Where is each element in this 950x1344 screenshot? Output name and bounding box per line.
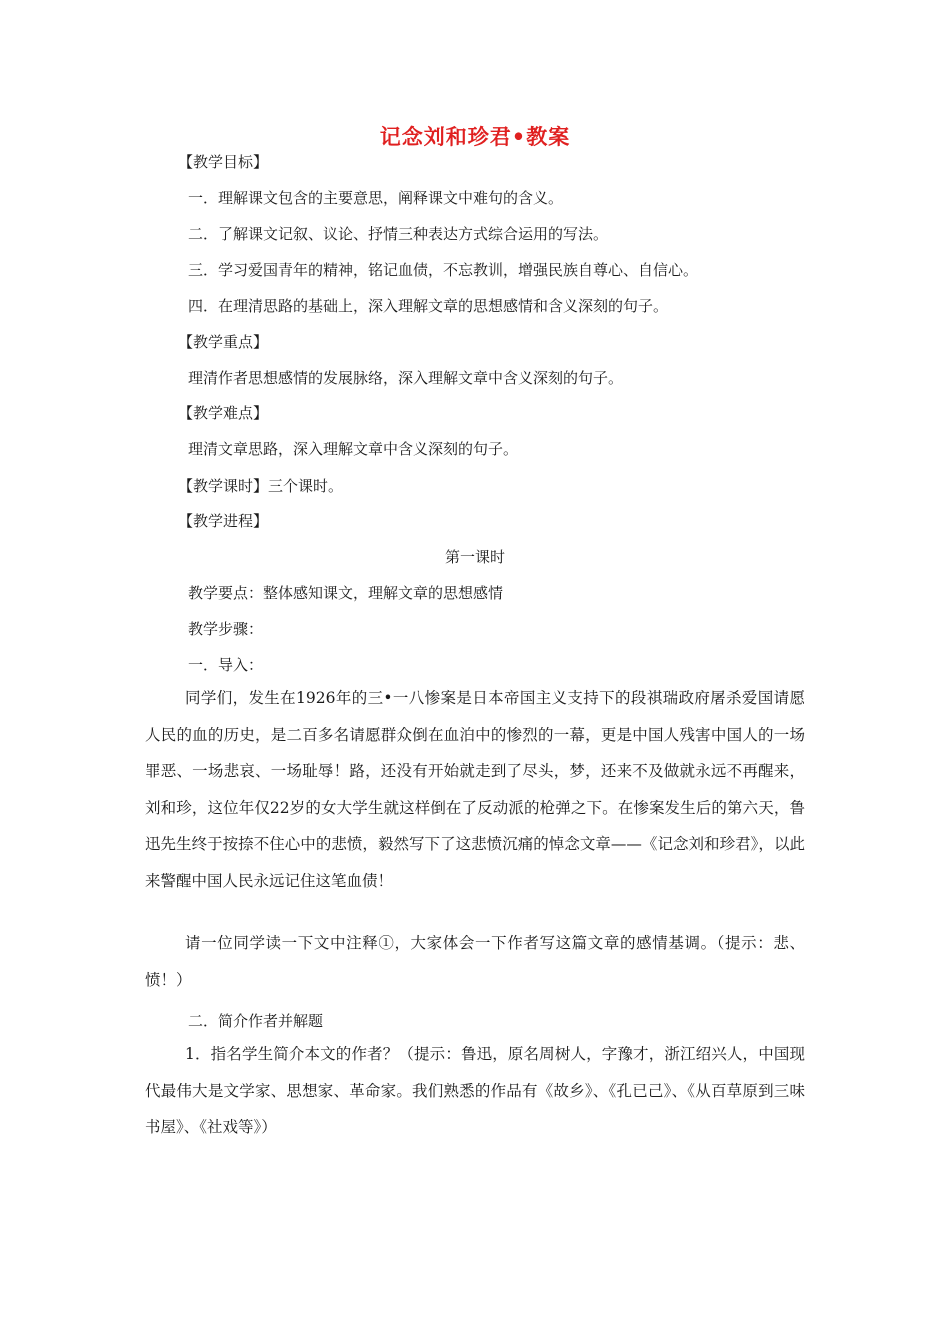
difficulties-heading: 【教学难点】 [178, 404, 269, 422]
reading-section [145, 925, 805, 998]
process-heading: 【教学进程】 [178, 512, 269, 530]
difficulties-text: 理清文章思路，深入理解文章中含义深刻的句子。 [188, 440, 519, 458]
author-paragraph: 1．指名学生简介本文的作者？（提示：鲁迅，原名周树人，字豫才，浙江绍兴人，中国现代最伟大是文学家、思想家、革命家。我们熟悉的作品有《故乡》、《孔已己》、《从百草原到三味书屋》、《社戏等》） [145, 1045, 805, 1136]
author-section [145, 1036, 805, 1146]
intro-section [145, 680, 805, 899]
lesson-key-point: 教学要点：整体感知课文，理解文章的思想感情 [188, 584, 504, 602]
class-hours-line: 【教学课时】三个课时。 [178, 477, 344, 495]
goal-item: 四．在理清思路的基础上，深入理解文章的思想感情和含义深刻的句子。 [188, 297, 669, 315]
document-title: 记念刘和珍君•教案 [379, 124, 571, 149]
lesson-title: 第一课时 [444, 548, 505, 566]
key-points-heading: 【教学重点】 [178, 333, 269, 351]
reading-paragraph: 请一位同学读一下文中注释①，大家体会一下作者写这篇文章的感情基调。（提示：悲、愤！） [145, 934, 805, 989]
goal-item: 二．了解课文记叙、议论、抒情三种表达方式综合运用的写法。 [188, 225, 609, 243]
step-two-heading: 二．简介作者并解题 [188, 1012, 324, 1030]
goal-item: 三．学习爱国青年的精神，铭记血债，不忘教训，增强民族自尊心、自信心。 [188, 261, 699, 279]
key-points-text: 理清作者思想感情的发展脉络，深入理解文章中含义深刻的句子。 [188, 369, 624, 387]
intro-paragraph: 同学们，发生在1926年的三•一八惨案是日本帝国主义支持下的段祺瑞政府屠杀爱国请愿人民的血的历史，是二百多名请愿群众倒在血泊中的惨烈的一幕，更是中国人残害中国人的一场罪恶、一场悲哀、一场耻辱！路，还没有开始就走到了尽头，梦，还来不及做就永远不再醒来，刘和珍，这位年仅22岁的女大学生就这样倒在了反动派的枪弹之下。在惨案发生后的第六天，鲁迅先生终于按捺不住心中的悲愤，毅然写下了这悲愤沉痛的悼念文章——《记念刘和珍君》，以此来警醒中国人民永远记住这笔血债！ [145, 689, 805, 890]
goal-item: 一．理解课文包含的主要意思，阐释课文中难句的含义。 [188, 189, 564, 207]
steps-heading: 教学步骤： [188, 620, 264, 638]
step-one-heading: 一．导入： [188, 656, 264, 674]
goals-heading: 【教学目标】 [178, 153, 269, 171]
